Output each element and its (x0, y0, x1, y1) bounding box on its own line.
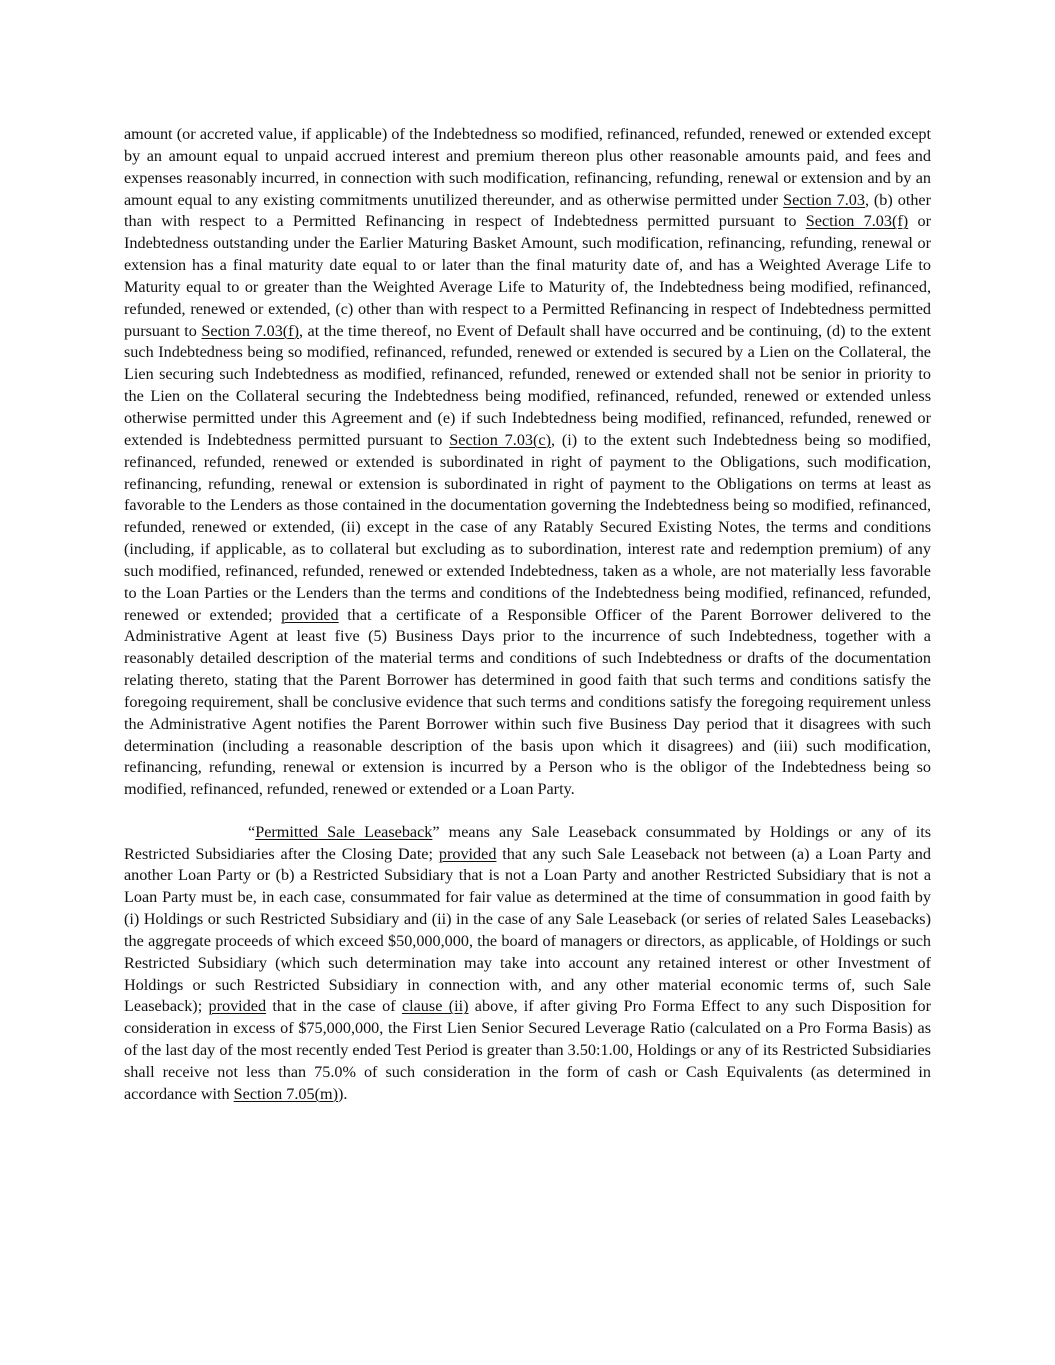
text-segment: , (b) other than with respect to a Permitted Refinancing in respect of Indebtedness permitted pursuant to (124, 190, 931, 231)
provided-term: provided (438, 844, 497, 863)
paragraph-permitted-refinancing-continued (124, 124, 931, 801)
section-reference: Section 7.03(f) (805, 212, 909, 231)
document-page (124, 124, 931, 1106)
text-segment: that any such Sale Leaseback not between (a) a Loan Party and another Loan Party or (b) a Restricted Subsidiary that is not a Loan Party and another Restricted Subsidiary that is not a Loan Party must be, in each case, consummated for fair value as determined at the time of consummation in good faith by (i) Holdings or such Restricted Subsidiary and (ii) in the case of any Sale Leaseback (or series of related Sales Leasebacks) the aggregate proceeds of which exceed $50,000,000, the board of managers or directors, as applicable, of Holdings or such Restricted Subsidiary (which such determination may take into account any retained interest or other Investment of Holdings or such Restricted Subsidiary in connection with, and any other material economic terms of, such Sale Leaseback); (124, 844, 931, 1016)
section-reference: Section 7.03(c) (449, 430, 551, 449)
text-segment: , at the time thereof, no Event of Default shall have occurred and be continuing, (d) to the extent such Indebtedness being so modified, refinanced, refunded, renewed or extended is secured by a Lien on the Collateral, the Lien securing such Indebtedness as modified, refinanced, refunded, renewed or extended shall not be senior in priority to the Lien on the Collateral securing the Indebtedness being modified, refinanced, refunded, renewed or extended unless otherwise permitted under this Agreement and (e) if such Indebtedness being modified, refinanced, refunded, renewed or extended is Indebtedness permitted pursuant to (124, 321, 931, 449)
clause-reference: clause (ii) (401, 997, 469, 1016)
text-segment: amount (or accreted value, if applicable) of the Indebtedness so modified, refinanced, refunded, renewed or extended except by an amount equal to unpaid accrued interest and premium thereon plus other reasonable amounts paid, and fees and expenses reasonably incurred, in connection with such modification, refinancing, refunding, renewal or extension and by an amount equal to any existing commitments unutilized thereunder, and as otherwise permitted under (124, 125, 931, 209)
text-segment: ” means any Sale Leaseback consummated by Holdings or any of its Restricted Subsidiaries after the Closing Date; (124, 822, 932, 863)
section-reference: Section 7.03(f) (201, 321, 299, 340)
paragraph-permitted-sale-leaseback (124, 822, 931, 1106)
text-segment: , (i) to the extent such Indebtedness being so modified, refinanced, refunded, renewed or extended is subordinated in right of payment to the Obligations, such modification, refinancing, refunding, renewal or extension is subordinated in right of payment to the Obligations on terms at least as favorable to the Lenders as those contained in the documentation governing the Indebtedness being so modified, refinanced, refunded, renewed or extended, (ii) except in the case of any Ratably Secured Existing Notes, the terms and conditions (including, if applicable, as to collateral but excluding as to subordination, interest rate and redemption premium) of any such modified, refinanced, refunded, renewed or extended Indebtedness, taken as a whole, are not materially less favorable to the Loan Parties or the Lenders than the terms and conditions of the Indebtedness being modified, refinanced, refunded, renewed or extended; (124, 430, 931, 624)
section-reference: Section 7.05(m) (233, 1084, 338, 1103)
provided-term: provided (281, 605, 339, 624)
text-segment: ). (337, 1084, 348, 1103)
open-quote: “ (248, 822, 256, 841)
text-segment: that a certificate of a Responsible Officer of the Parent Borrower delivered to the Administrative Agent at least five (5) Business Days prior to the incurrence of such Indebtedness, together with a reasonably detailed description of the material terms and conditions of such Indebtedness or drafts of the documentation relating thereto, stating that the Parent Borrower has determined in good faith that such terms and conditions satisfy the foregoing requirement, shall be conclusive evidence that such terms and conditions satisfy the foregoing requirement unless the Administrative Agent notifies the Parent Borrower within such five Business Day period that it disagrees with such determination (including a reasonable description of the basis upon which it disagrees) and (iii) such modification, refinancing, refunding, renewal or extension is incurred by a Person who is the obligor of the Indebtedness being so modified, refinanced, refunded, renewed or extended or a Loan Party. (124, 605, 931, 799)
provided-term: provided (208, 997, 267, 1016)
text-segment: or Indebtedness outstanding under the Earlier Maturing Basket Amount, such modification, refinancing, refunding, renewal or extension has a final maturity date equal to or later than the final maturity date of, and has a Weighted Average Life to Maturity equal to or greater than the Weighted Average Life to Maturity of, the Indebtedness being modified, refinanced, refunded, renewed or extended, (c) other than with respect to a Permitted Refinancing in respect of Indebtedness permitted pursuant to (124, 212, 931, 340)
section-reference: Section 7.03 (783, 190, 865, 209)
defined-term: Permitted Sale Leaseback (255, 822, 433, 841)
text-segment: that in the case of (266, 997, 402, 1016)
text-segment: above, if after giving Pro Forma Effect to any such Disposition for consideration in excess of $75,000,000, the First Lien Senior Secured Leverage Ratio (calculated on a Pro Forma Basis) as of the last day of the most recently ended Test Period is greater than 3.50:1.00, Holdings or any of its Restricted Subsidiaries shall receive not less than 75.0% of such consideration in the form of cash or Cash Equivalents (as determined in accordance with (124, 997, 932, 1103)
